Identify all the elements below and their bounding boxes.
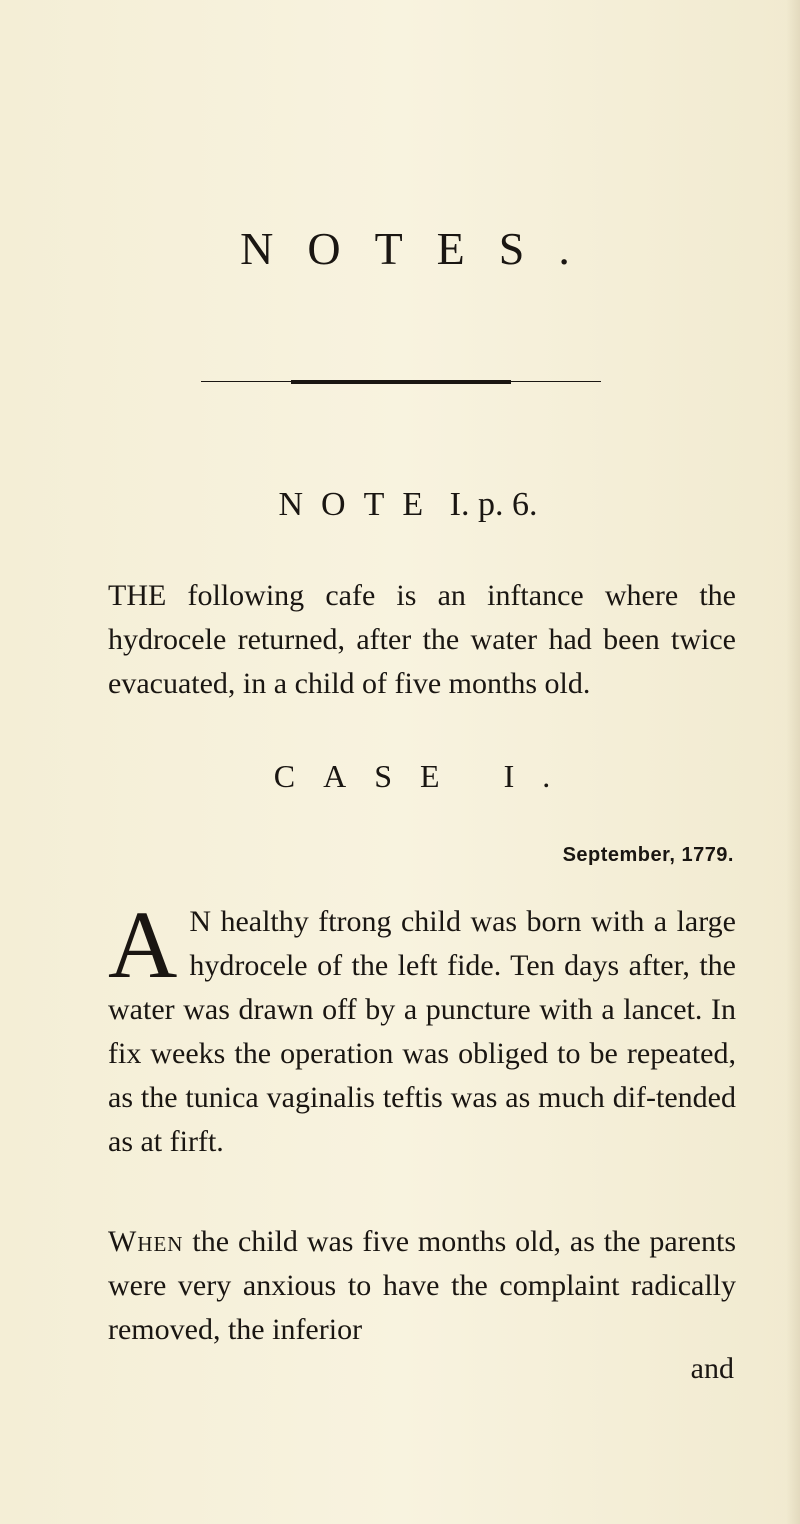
page-heading: NOTES. (240, 223, 604, 274)
case-paragraph (108, 891, 736, 1164)
ornamental-rule (201, 380, 601, 384)
rule-thick-line (291, 380, 511, 384)
note-subheading (0, 486, 800, 524)
intro-paragraph: THE following cafe is an inftance where the hydrocele returned, after the water had been twice evacuated, in a child of five months old. (108, 579, 736, 700)
note-label: NOTE (278, 486, 442, 523)
page-reference: p. 6. (477, 486, 538, 523)
case-date: September, 1779. (562, 844, 734, 866)
note-number: I. (449, 486, 470, 523)
case-paragraph-text: N healthy ftrong child was born with a large hydrocele of the left fide. Ten days after, the water was drawn off by a puncture with a lancet. In fix weeks the operation was obliged to be repeated, as the tunica vaginalis teftis was as much dif-tended as at firft. (108, 905, 736, 1158)
followup-paragraph-text: the child was five months old, as the parents were very anxious to have the complaint radically removed, the inferior (108, 1225, 736, 1346)
catchword: and (690, 1352, 734, 1385)
followup-paragraph (108, 1220, 736, 1352)
drop-cap: A (108, 891, 178, 998)
paragraph-lead-word: When (108, 1225, 184, 1258)
case-title: CASE I. (273, 758, 579, 794)
